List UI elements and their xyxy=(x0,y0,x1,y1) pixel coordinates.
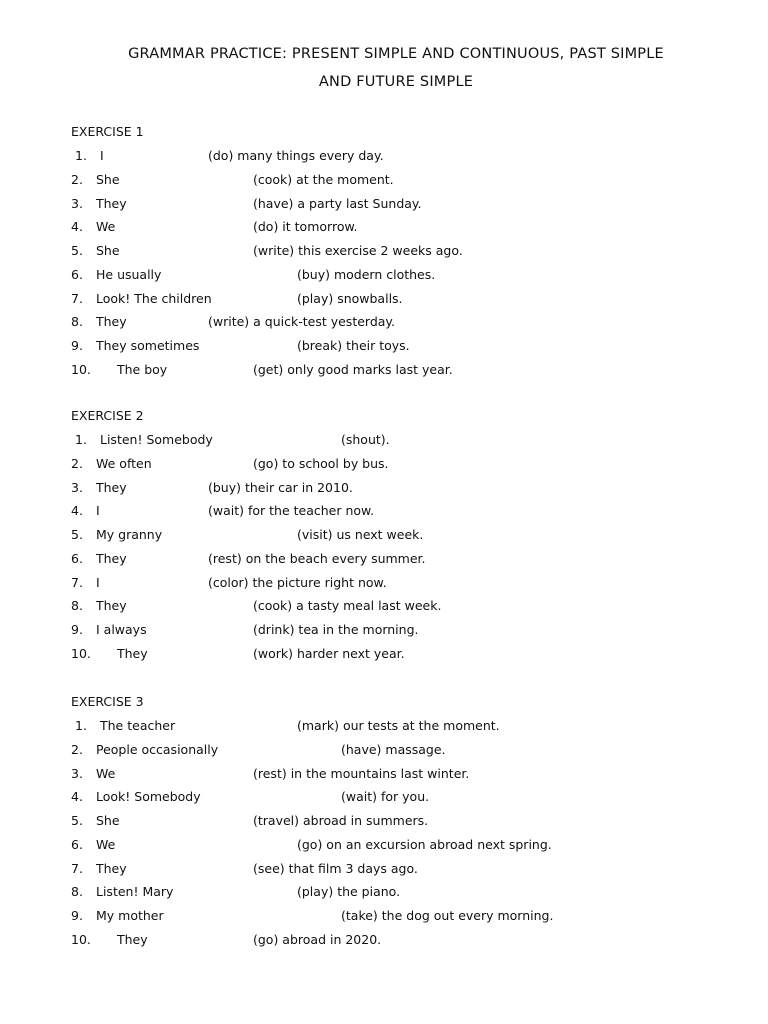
exercise-item xyxy=(0,908,768,930)
item-verb-prompt: (take) the dog out every morning. xyxy=(341,908,554,923)
item-subject: My granny xyxy=(96,527,163,542)
exercise-item xyxy=(0,172,768,194)
item-number: 4. xyxy=(71,789,83,805)
item-number: 8. xyxy=(71,884,83,900)
item-subject: I xyxy=(96,503,100,519)
item-number: 1. xyxy=(75,718,87,733)
exercise-item xyxy=(0,932,768,954)
item-subject: They xyxy=(96,598,127,614)
exercise-heading: EXERCISE 1 xyxy=(71,124,144,139)
item-verb-prompt: (travel) abroad in summers. xyxy=(253,813,429,828)
item-number: 10. xyxy=(71,645,91,661)
exercise-item xyxy=(0,837,768,859)
exercise-item xyxy=(0,622,768,644)
item-subject: They sometimes xyxy=(96,338,200,353)
item-verb-prompt: (visit) us next week. xyxy=(297,527,424,542)
exercise-item xyxy=(0,314,768,336)
item-number: 7. xyxy=(71,574,83,590)
item-verb-prompt: (drink) tea in the morning. xyxy=(253,622,419,637)
item-verb-prompt: (mark) our tests at the moment. xyxy=(297,718,500,733)
item-verb-prompt: (wait) for you. xyxy=(341,789,430,805)
item-number: 4. xyxy=(71,503,83,519)
exercise-item xyxy=(0,527,768,549)
item-subject: They xyxy=(117,645,148,661)
exercise-item xyxy=(0,148,768,170)
item-subject: I always xyxy=(96,622,147,637)
exercise-item xyxy=(0,243,768,265)
item-verb-prompt: (play) the piano. xyxy=(297,884,401,900)
item-number: 5. xyxy=(71,243,83,258)
item-verb-prompt: (cook) at the moment. xyxy=(253,171,394,187)
item-subject: We xyxy=(96,836,116,852)
item-subject: She xyxy=(96,243,120,258)
page-title-line-1: GRAMMAR PRACTICE: PRESENT SIMPLE AND CONTINUOUS, PAST SIMPLE xyxy=(128,46,664,62)
item-number: 6. xyxy=(71,266,83,282)
item-verb-prompt: (cook) a tasty meal last week. xyxy=(253,598,442,614)
item-verb-prompt: (write) a quick-test yesterday. xyxy=(208,314,396,330)
item-subject: We xyxy=(96,765,116,781)
exercise-item xyxy=(0,789,768,811)
item-subject: My mother xyxy=(96,908,164,923)
item-verb-prompt: (go) abroad in 2020. xyxy=(253,931,382,947)
item-subject: The boy xyxy=(117,361,168,377)
item-subject: They xyxy=(117,931,148,947)
item-number: 1. xyxy=(75,432,87,447)
item-number: 3. xyxy=(71,479,83,495)
item-subject: We xyxy=(96,219,116,235)
item-number: 6. xyxy=(71,836,83,852)
item-subject: They xyxy=(96,314,127,330)
exercise-heading: EXERCISE 3 xyxy=(71,694,144,709)
item-subject: Look! The children xyxy=(96,290,212,306)
exercise-item xyxy=(0,338,768,360)
item-verb-prompt: (break) their toys. xyxy=(297,338,410,353)
item-subject: They xyxy=(96,479,127,495)
item-number: 7. xyxy=(71,860,83,876)
item-number: 10. xyxy=(71,931,91,947)
item-number: 8. xyxy=(71,314,83,330)
item-number: 5. xyxy=(71,527,83,542)
exercise-item xyxy=(0,766,768,788)
item-verb-prompt: (work) harder next year. xyxy=(253,645,405,661)
exercise-item xyxy=(0,575,768,597)
item-verb-prompt: (color) the picture right now. xyxy=(208,574,387,590)
item-subject: They xyxy=(96,550,127,566)
item-verb-prompt: (go) to school by bus. xyxy=(253,455,389,471)
item-number: 3. xyxy=(71,195,83,211)
exercise-item xyxy=(0,646,768,668)
item-verb-prompt: (get) only good marks last year. xyxy=(253,361,453,377)
item-number: 10. xyxy=(71,361,91,377)
exercise-heading: EXERCISE 2 xyxy=(71,408,144,423)
item-verb-prompt: (buy) modern clothes. xyxy=(297,266,436,282)
item-subject: People occasionally xyxy=(96,741,219,757)
item-subject: Listen! Mary xyxy=(96,884,174,900)
item-verb-prompt: (buy) their car in 2010. xyxy=(208,479,353,495)
item-verb-prompt: (go) on an excursion abroad next spring. xyxy=(297,836,552,852)
item-subject: The teacher xyxy=(100,718,176,733)
item-subject: Look! Somebody xyxy=(96,789,201,805)
item-verb-prompt: (have) massage. xyxy=(341,741,446,757)
item-verb-prompt: (rest) on the beach every summer. xyxy=(208,550,426,566)
item-number: 9. xyxy=(71,908,83,923)
item-verb-prompt: (do) it tomorrow. xyxy=(253,219,358,235)
exercise-item xyxy=(0,861,768,883)
item-subject: I xyxy=(100,148,104,163)
item-subject: I xyxy=(96,574,100,590)
item-subject: She xyxy=(96,171,120,187)
exercise-item xyxy=(0,196,768,218)
exercise-item xyxy=(0,291,768,313)
exercise-item xyxy=(0,813,768,835)
item-number: 2. xyxy=(71,171,83,187)
exercise-item xyxy=(0,219,768,241)
item-subject: He usually xyxy=(96,266,162,282)
item-number: 2. xyxy=(71,455,83,471)
item-subject: We often xyxy=(96,455,152,471)
exercise-item xyxy=(0,503,768,525)
exercise-item xyxy=(0,456,768,478)
item-number: 8. xyxy=(71,598,83,614)
item-number: 9. xyxy=(71,622,83,637)
item-subject: They xyxy=(96,860,127,876)
exercise-item xyxy=(0,551,768,573)
item-verb-prompt: (play) snowballs. xyxy=(297,290,403,306)
item-verb-prompt: (do) many things every day. xyxy=(208,148,384,163)
exercise-item xyxy=(0,598,768,620)
item-verb-prompt: (rest) in the mountains last winter. xyxy=(253,765,470,781)
item-number: 9. xyxy=(71,338,83,353)
exercise-item xyxy=(0,480,768,502)
item-verb-prompt: (shout). xyxy=(341,432,390,447)
item-number: 5. xyxy=(71,813,83,828)
item-verb-prompt: (see) that film 3 days ago. xyxy=(253,860,418,876)
item-subject: Listen! Somebody xyxy=(100,432,213,447)
item-number: 7. xyxy=(71,290,83,306)
item-number: 2. xyxy=(71,741,83,757)
item-subject: They xyxy=(96,195,127,211)
exercise-item xyxy=(0,432,768,454)
exercise-item xyxy=(0,362,768,384)
item-verb-prompt: (have) a party last Sunday. xyxy=(253,195,422,211)
item-number: 4. xyxy=(71,219,83,235)
item-subject: She xyxy=(96,813,120,828)
exercise-item xyxy=(0,718,768,740)
item-verb-prompt: (write) this exercise 2 weeks ago. xyxy=(253,243,463,258)
item-verb-prompt: (wait) for the teacher now. xyxy=(208,503,375,519)
item-number: 1. xyxy=(75,148,87,163)
item-number: 6. xyxy=(71,550,83,566)
exercise-item xyxy=(0,742,768,764)
exercise-item xyxy=(0,267,768,289)
exercise-item xyxy=(0,884,768,906)
item-number: 3. xyxy=(71,765,83,781)
page-title-line-2: AND FUTURE SIMPLE xyxy=(318,74,474,90)
